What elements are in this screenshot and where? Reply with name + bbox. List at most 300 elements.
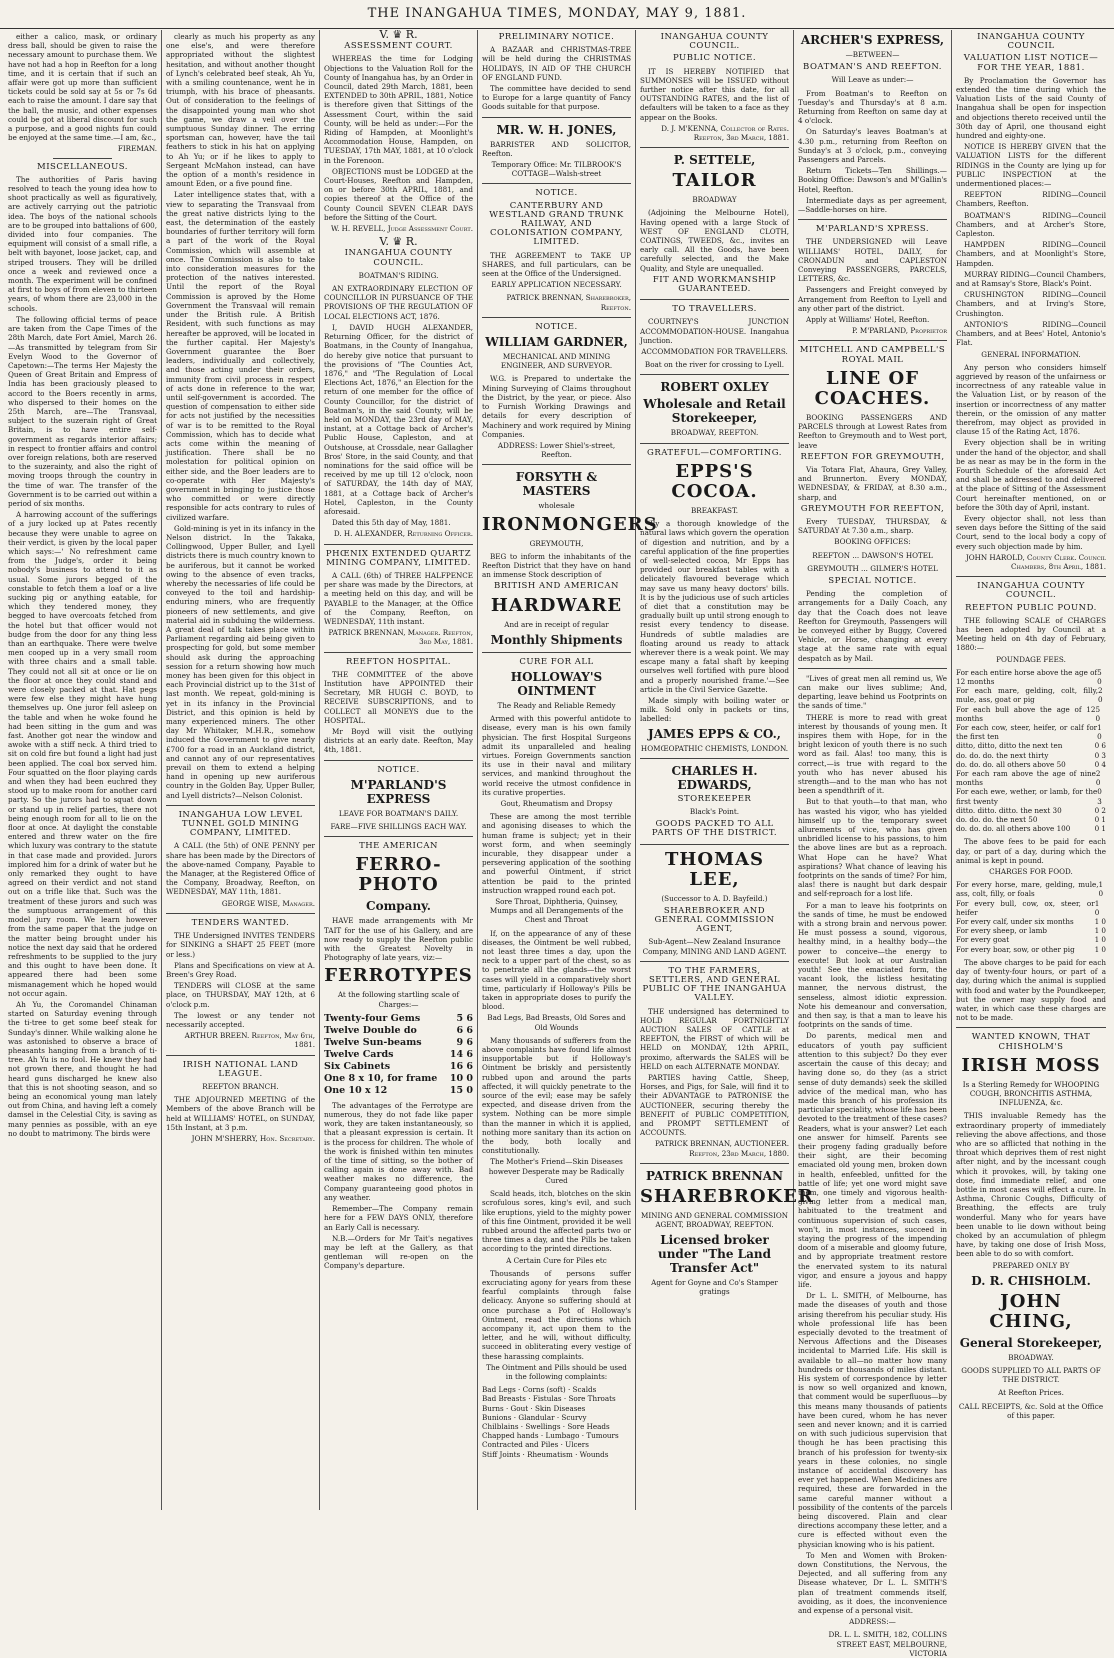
advert-heading: D. R. CHISHOLM.: [971, 1273, 1091, 1288]
price-label: One 10 x 12: [324, 1084, 388, 1096]
centered-line: Sore Throat, Diphtheria, Quinsey, Mumps and all Derangements of the Chest and Throat: [489, 897, 624, 925]
price-list: [956, 880, 1106, 954]
advert-heading: HOLLOWAY'S OINTMENT: [510, 669, 603, 698]
section-heading: STOREKEEPER: [677, 793, 752, 804]
section-heading: TENDERS WANTED.: [191, 917, 290, 928]
article-paragraph: The committee have decided to send to Europe for a large quantity of Fancy Goods suitable for that purpose.: [482, 84, 631, 112]
advert-heading: Company.: [366, 899, 431, 914]
section-heading: INANGAHUA COUNTY COUNCIL.: [344, 248, 453, 268]
display-headline: HARDWARE: [490, 594, 623, 616]
article-paragraph: A CALL (6th) of THREE HALFPENCE per share was made by the Directors, at a meeting held on this day, and will be PAYABLE to the Manager, at the Office of the Company, Reefton, on WEDNESDAY, 11th instant.: [324, 570, 473, 626]
price-value: 2 0: [1095, 769, 1101, 788]
list-item: [956, 945, 1106, 954]
article-paragraph: Return Tickets—Ten Shillings.—Booking Office: Dawson's and M'Gallin's Hotel, Reefton.: [798, 166, 947, 194]
article-paragraph: Every TUESDAY, THURSDAY, & SATURDAY At 7.30 a.m., sharp.: [798, 516, 947, 536]
signature-line: ARTHUR BREEN. Reefton, May 6th, 1881.: [184, 1031, 315, 1050]
article-paragraph: ANTONIO'S RIDING—Council Chambers, and at Bees' Hotel, Antonio's Flat.: [956, 319, 1106, 348]
price-label: For every sheep, or lamb: [956, 926, 1048, 936]
article-paragraph: Mr Boyd will visit the outlying districts at an early date. Reefton, May 4th, 1881.: [324, 727, 473, 755]
article-paragraph: On Saturday's leaves Boatman's at 4.30 p.m., returning from Reefton on Sunday's at 3 o'clock, p.m., conveying Passengers and Parcels.: [798, 127, 947, 165]
article-paragraph: NOTICE IS HEREBY GIVEN that the VALUATION LISTS for the different RIDINGS in the County are lying up for PUBLIC INSPECTION at the undermentioned places:—: [956, 142, 1106, 189]
centered-line: (Successor to A. D. Bayfeild.): [661, 893, 768, 903]
article-paragraph: But to that youth—to that man, who has wasted his vigor, who has yielded himself up to the temporary sweet allurements of vice, who has given unbridled license to his passions, to him the above lines are but as a reproach. What Hope can he have? What aspirations? What chance of leaving his footprints on the sands of time? For him, alas! there is naught but dark despair and self-reproach for a lost life.: [798, 797, 947, 899]
list-item: [956, 741, 1106, 750]
price-value: 10 0: [449, 1072, 473, 1084]
article-paragraph: THE undersigned has determined to HOLD REGULAR FORTNIGHTLY AUCTION SALES OF CATTLE at REEFTON, the FIRST of which will be HELD on MONDAY, 12th APRIL, proximo, afterwards the SALES will be HELD on each ALTERNATE MONDAY.: [640, 1006, 789, 1071]
article-paragraph: The advantages of the Ferrotype are numerous, they do not fade like paper work, they are taken instantaneously, so that a pleasant expression is certain. It is the process for children. The whole of the work is finished within ten minutes of the time of sitting, so the bother of calling again is done away with. Bad weather makes no difference, the Company guaranteeing good photos in any weather.: [324, 1100, 473, 1202]
section-heading: INANGAHUA COUNTY COUNCIL.: [977, 581, 1085, 601]
section-heading: ASSESSMENT COURT.: [344, 41, 453, 52]
section-heading: CANTERBURY AND WESTLAND GRAND TRUNK RAILWAY, AND COLONISATION COMPANY, LIMITED.: [489, 200, 624, 248]
list-item: [324, 1037, 473, 1049]
price-label: ditto. ditto. ditto. the next 30: [956, 805, 1062, 815]
divider-rule: [166, 913, 315, 914]
list-item: [956, 751, 1106, 760]
article-paragraph: If, on the appearance of any of these diseases, the Ointment be well rubbed, not least three times a day, upon the neck to a upper part of the chest, so as to penetrate all the glands—the worst cases will yield in a comparatively short time, particularly if Holloway's Pills be taken in appropriate doses to purify the blood.: [482, 928, 631, 1012]
divider-rule: [640, 758, 789, 759]
price-value: 0 3: [1097, 787, 1102, 806]
display-headline: TAILOR: [672, 170, 757, 192]
centered-line: The Mother's Friend—Skin Diseases however Desperate may be Radically Cured: [488, 1157, 625, 1185]
list-item: [324, 1085, 473, 1097]
article-paragraph: (Adjoining the Melbourne Hotel), Having opened with a large Stock of WEST OF ENGLAND CLOTH, COATINGS, TWEEDS, &c., invites an early call. All the Goods, have been carefully selected, and the Make Quality, and Style are unequalled.: [640, 208, 789, 273]
article-paragraph: The above fees to be paid for each day, or part of a day, during which the animal is kept in pound.: [956, 837, 1106, 865]
price-value: 5 0: [1095, 704, 1101, 723]
list-item: Chapped hands · Lumbago · Tumours: [482, 1431, 619, 1441]
signature-line: P. M'PARLAND, Proprietor: [851, 326, 947, 336]
signature-line: PATRICK BRENNAN, AUCTIONEER. Reefton, 23rd March, 1880.: [654, 1139, 789, 1158]
display-headline: IRISH MOSS: [961, 1054, 1101, 1076]
divider-rule: [324, 760, 473, 761]
section-heading: FIT AND WORKMANSHIP GUARANTEED.: [652, 274, 777, 295]
price-value: 1 0: [1094, 926, 1106, 936]
article-paragraph: Do parents, medical men and educators of youth pay sufficient attention to this subject? Do they ever ascertain the cause of this decay; and having done so, do they (as a strict sense of duty demands) seek the skilled advice of the medical man, who has made this branch of his profession its particular speciality, whose life has been devoted to the treatment of these cases? Readers, what is your answer? Let each one answer for himself. Parents see their progeny fading gradually before their sight, are their becoming emaciated old young men, broken down in health, enfeebled, unfitted for the battle of life; yet one word might save them, one timely and vigorous health-giving letter from a medical man, habituated to the treatment and continuous supervision of such cases, won't, in most instances, succeed in staying the progress of the impending doom of a miserable and gloomy future, and by appropriate treatment restore the enervated system to its natural vigor, and ensure a joyous and happy life.: [798, 1031, 947, 1289]
signature-line: D. H. ALEXANDER, Returning Officer.: [333, 529, 473, 539]
price-label: For each entire horse above the age of 12 months: [956, 667, 1098, 686]
section-heading: SHAREBROKER AND GENERAL COMMISSION AGENT,: [654, 905, 775, 935]
column-6: [794, 30, 952, 1658]
section-heading: PRELIMINARY NOTICE.: [498, 32, 615, 42]
price-label: For each ewe, wether, or lamb, for the first twenty: [956, 787, 1098, 806]
centered-line: REEFTON BRANCH.: [202, 1081, 279, 1091]
centered-line: And are in receipt of regular: [504, 619, 609, 629]
section-heading: INANGAHUA COUNTY COUNCIL: [977, 32, 1085, 52]
price-value: 0 1: [1094, 815, 1106, 825]
advert-heading: ARCHER'S EXPRESS,: [800, 33, 945, 47]
display-headline: JOHN CHING,: [989, 1290, 1073, 1332]
article-paragraph: AN EXTRAORDINARY ELECTION OF COUNCILLOR IN PURSUANCE OF THE PROVISIONS OF THE REGULATION OF LOCAL ELECTIONS ACT, 1876.: [324, 284, 473, 321]
signature-line: FIREMAN.: [117, 144, 157, 154]
divider-rule: [324, 544, 473, 545]
centered-line: Will Leave as under:—: [831, 75, 914, 85]
advert-heading: PATRICK BRENNAN: [646, 1168, 783, 1183]
section-heading: NOTICE.: [535, 188, 578, 199]
centered-line: ACCOMMODATION FOR TRAVELLERS.: [641, 347, 788, 357]
display-headline: SHAREBROKER: [640, 1185, 814, 1207]
section-heading: TO TRAVELLERS.: [672, 304, 757, 315]
price-label: do. do. do. all others above 100: [956, 824, 1071, 834]
article-paragraph: I, DAVID HUGH ALEXANDER, Returning Officer, for the district of Boatmans, in the County of Inangahua, do hereby give notice that pursuant to the provisions of "The Counties Act, 1876," and "The Regulation of Local Elections Act, 1876," an Election for the return of one member for the office of County Councillor, for the district of Boatman's, in the said County, will be held on MONDAY, the 23rd day of MAY, instant, at a Cottage back of Archer's Public House, Capleston, and at Outshouse, at Crossdale, near Gallagher Bros' Store, in the said County, and that nominations for the said office will be received by me up till 12 o'clock, noon of SATURDAY, the 14th day of MAY, 1881, at a Cottage back of Archer's Hotel, Capleston, in the County aforesaid.: [324, 322, 473, 516]
royal-crest: V. ♛ R.: [379, 28, 418, 41]
article-paragraph: Plans and Specifications on view at A. Breen's Grey Road.: [166, 960, 315, 979]
centered-line: Gout, Rheumatism and Dropsy: [500, 798, 613, 808]
centered-line: POUNDAGE FEES.: [996, 654, 1066, 664]
article-paragraph: Dr L. L. SMITH, of Melbourne, has made the diseases of youth and those arising therefrom his peculiar study. His whole professional life has been especially devoted to the treatment of Nervous Affections and the Diseases incidental to Married Life. His skill is available to all—no matter how many hundreds or thousands of miles distant. His system of correspondence by letter is now so well organized and known, that comment would be superfluous—by this means many thousands of patients have been cured, whom he has never seen and never known; and it is carried on with such judicious supervision that though he has been practising this branch of his profession for twenty-six years in these colonies, no single instance of accidental discovery has ever yet happened. When Medicines are required, these are forwarded in the same careful manner without a possibility of the contents of the parcels being discovered. Plain and clear directions accompany these letter, and a cure is effected without even the physician knowing who is his patient.: [798, 1291, 947, 1549]
list-item: Bad Legs · Corns (soft) · Scalds: [482, 1385, 597, 1395]
article-paragraph: BARRISTER AND SOLICITOR, Reefton.: [482, 139, 631, 158]
article-paragraph: BOOKING PASSENGERS AND PARCELS through at Lowest Rates from Reefton to Greymouth and to West port, leave: [798, 412, 947, 450]
price-value: 6 6: [456, 1024, 473, 1036]
centered-line: GREYMOUTH,: [529, 538, 584, 548]
list-item: [324, 1061, 473, 1073]
article-paragraph: Dated this 5th day of May, 1881.: [332, 518, 451, 528]
article-paragraph: TENDERS will CLOSE at the same place, on THURSDAY, MAY 12th, at 6 o'clock p.m.: [166, 981, 315, 1009]
section-heading: WANTED KNOWN, THAT CHISHOLM'S: [971, 1032, 1091, 1052]
centered-line: BOOKING OFFICES:: [834, 537, 911, 547]
royal-crest: V. ♛ R.: [379, 235, 418, 249]
article-paragraph: "Lives of great men all remind us, We can make our lives sublime; And, departing, leave behind us Footprints on the sands of time.": [798, 673, 947, 711]
centered-line: Sub-Agent—New Zealand Insurance Company, MINING AND LAND AGENT.: [642, 937, 787, 956]
centered-line: ADDRESS:—: [849, 1617, 896, 1627]
centered-line: BREAKFAST.: [691, 505, 738, 515]
advert-heading: FORSYTH & MASTERS: [515, 470, 598, 499]
display-headline: FERRO-PHOTO: [355, 854, 442, 896]
section-heading: BRITISH AND AMERICAN: [494, 581, 619, 592]
centered-line: A Certain Cure for Piles etc: [506, 1255, 607, 1265]
article-paragraph: REEFTON RIDING—Council Chambers, Reefton.: [956, 190, 1106, 209]
price-value: 1 0: [1094, 917, 1106, 927]
centered-line: PREPARED ONLY BY: [992, 1260, 1070, 1270]
list-item: [956, 880, 1106, 898]
list-item: Chilblains · Swellings · Sore Heads: [482, 1421, 610, 1431]
list-item: [956, 723, 1106, 741]
section-heading: MISCELLANEOUS.: [36, 161, 129, 172]
article-paragraph: 'By a thorough knowledge of the natural laws which govern the operation of digestion and nutrition, and by a careful application of the fine properties of well-selected cocoa, Mr Epps has provided our breakfast tables with a delicately flavoured beverage which may save us many heavy doctors' bills. It is by the judicious use of such articles of diet that a constitution may be gradually built up until strong enough to resist every tendency to disease. Hundreds of subtle maladies are floating around us ready to attack wherever there is a weak point. We may escape many a fatal shaft by keeping ourselves well fortified with pure blood and a properly nourished frame.'—See article in the Civil Service Gazette.: [640, 519, 789, 694]
centered-line: At the following startling scale of Charges:—: [337, 990, 460, 1009]
divider-rule: [956, 576, 1106, 577]
column-1: [4, 30, 162, 1510]
centered-line: The Ready and Reliable Remedy: [497, 700, 616, 710]
article-paragraph: CRUSHINGTON RIDING—Council Chambers, and at Irving's Store, Crushington.: [956, 290, 1106, 318]
signature-line: DR. L. L. SMITH, 182, COLLINS STREET EAST, MELBOURNE, VICTORIA: [828, 1630, 947, 1658]
centered-line: MECHANICAL AND MINING ENGINEER, AND SURVEYOR.: [500, 352, 613, 371]
price-list: [324, 1013, 473, 1097]
list-item: [956, 806, 1106, 815]
list-item: [956, 760, 1106, 769]
article-paragraph: OBJECTIONS must be LODGED at the Court-Houses, Reefton and Hampden, on or before 30th APRIL, 1881, and copies thereof at the Office of the County Council SEVEN CLEAR DAYS before the Sitting of the Court.: [324, 166, 473, 222]
article-paragraph: Intermediate days as per agreement,—Saddle-horses on hire.: [798, 195, 947, 215]
price-label: Twelve Cards: [324, 1048, 394, 1060]
price-label: For each bull above the age of 12 months: [956, 704, 1096, 723]
article-paragraph: A BAZAAR and CHRISTMAS-TREE will be held during the CHRISTMAS HOLIDAYS, IN AID OF THE CHURCH OF ENGLAND FUND.: [482, 45, 631, 82]
price-value: 1 0: [1094, 898, 1100, 917]
price-label: For every bull, cow, ox, steer, or heifer: [956, 898, 1095, 917]
list-item: [324, 1013, 473, 1025]
price-value: 0 3: [1094, 750, 1106, 760]
centered-line: —BETWEEN—: [845, 50, 900, 59]
price-label: For each mare, gelding, colt, filly, mule, ass, goat or pig: [956, 686, 1099, 705]
price-label: do. do. do. the next thirty: [956, 750, 1049, 760]
article-paragraph: THE ADJOURNED MEETING of the Members of the above Branch will be held at WILLIAMS' HOTEL, on SUNDAY, 15th Instant, at 3 p.m.: [166, 1095, 315, 1132]
section-heading: THE AMERICAN: [359, 841, 438, 852]
price-value: 16 6: [449, 1060, 473, 1072]
article-paragraph: BEG to inform the inhabitants of the Reefton District that they have on hand an immense Stock description of: [482, 551, 631, 580]
centered-line: REEFTON ... DAWSON'S HOTEL: [812, 550, 933, 560]
price-value: 2 0: [1098, 686, 1103, 705]
divider-rule: [640, 1163, 789, 1164]
centered-line: Boat on the river for crossing to Lyell.: [644, 360, 785, 370]
centered-line: BROADWAY: [692, 195, 737, 205]
price-label: ditto, ditto, ditto the next ten: [956, 741, 1063, 751]
article-paragraph: Via Totara Flat, Ahaura, Grey Valley, and Brunnerton. Every MONDAY, WEDNESDAY, & FRIDAY, at 8.30 a.m., sharp, and: [798, 464, 947, 502]
centered-line: EARLY APPLICATION NECESSARY.: [491, 280, 622, 290]
divider-rule: [956, 1027, 1106, 1028]
centered-line: Temporary Office: Mr. TILBROOK'S COTTAGE—Walsh-street: [491, 160, 622, 179]
centered-line: GENERAL INFORMATION.: [981, 349, 1081, 359]
article-paragraph: THERE is more to read with great interest by thousands of young men. It inspires them with Hope, for in the bright lexicon of youth there is no such word as fail. Alas! too many, this is correct,—is true with regard to the youth who has never abused his strength—and to the man who has not been a spendthrift of it.: [798, 712, 947, 796]
centered-line: Agent for Goyne and Co's Stamper gratings: [651, 1278, 778, 1297]
list-item: [956, 935, 1106, 944]
price-value: 0 6: [1094, 741, 1106, 751]
complaint-list: [482, 1385, 631, 1459]
list-item: [324, 1025, 473, 1037]
article-paragraph: A CALL (the 5th) of ONE PENNY per share has been made by the Directors of the above-named Company, Payable to the Manager, at the Registered Office of the Company, Broadway, Reefton, on WEDNESDAY, MAY 11th, 1881.: [166, 841, 315, 897]
article-paragraph: W.G. is Prepared to undertake the Mining Surveying of Claims throughout the District, by the year, or piece. Also to Furnish Working Drawings and details for every description of Machinery and work required by Mining Companies.: [482, 374, 631, 439]
price-value: 14 6: [449, 1048, 473, 1060]
article-paragraph: WHEREAS the time for Lodging Objections to the Valuation Roll for the County of Inangahua has, by an Order in Council, dated 29th March, 1881, been EXTENDED to 30th APRIL, 1881, Notice is therefore given that Sittings of the Assessment Court, within the said County, will be held as under:—For the Riding of Hampden, at Moonlight's Accommodation House, Hampden, on TUESDAY, 17th MAY, 1881, at 10 o'clock in the Forenoon.: [324, 54, 473, 165]
section-heading: CURE FOR ALL: [519, 656, 594, 667]
column-2: [162, 30, 320, 1510]
centered-line: FARE—FIVE SHILLINGS EACH WAY.: [330, 822, 467, 832]
price-label: Six Cabinets: [324, 1060, 391, 1072]
display-headline: FERROTYPES: [324, 965, 473, 987]
section-heading: REEFTON FOR GREYMOUTH,: [800, 451, 945, 462]
column-5: [636, 30, 814, 1510]
price-value: 1 0: [1094, 944, 1106, 954]
section-heading: INANGAHUA COUNTY COUNCIL.: [660, 32, 769, 52]
list-item: [956, 917, 1106, 926]
article-paragraph: Every objection shall be in writing under the hand of the objector, and shall be as near as may be in the form in the Fourth Schedule of the aforesaid Act and shall be addressed to and delivered at the place of Sitting of the Assessment Court hereinafter mentioned, on or before the 30th day of April, instant.: [956, 438, 1106, 512]
price-value: 5 6: [456, 1012, 473, 1024]
divider-rule: [482, 117, 631, 118]
article-paragraph: THE COMMITTEE of the above Institution have APPOINTED their Secretary, MR HUGH C. BOYD, to RECEIVE SUBSCRIPTIONS, and to COLLECT all MONEYS due to the HOSPITAL.: [324, 669, 473, 725]
centered-line: At Reefton Prices.: [998, 1388, 1064, 1398]
divider-rule: [482, 464, 631, 465]
signature-line: JOHN HAROLD, County Clerk. Council Chambers, 8th April, 1881.: [965, 552, 1106, 571]
price-value: 1 0: [1094, 935, 1106, 945]
section-heading: GRATEFUL—COMFORTING.: [647, 447, 782, 458]
signature-line: JOHN M'SHERRY, Hon. Secretary.: [191, 1133, 315, 1143]
article-paragraph: Remember—The Company remain here for a FEW DAYS ONLY, therefore an Early Call is necessary.: [324, 1204, 473, 1232]
divider-rule: [798, 668, 947, 669]
divider-rule: [640, 443, 789, 444]
price-value: 9 6: [456, 1036, 473, 1048]
article-paragraph: These are among the most terrible and agonising diseases to which the human frame is subject; yet in their worst form, and when seemingly incurable, they disappear under a persevering application of the soothing and powerful Ointment, if strict attention be paid to the printed instruction wrapped round each pot.: [482, 812, 631, 895]
article-paragraph: HAVE made arrangements with Mr TAIT for the use of his Gallery, and are now ready to supply the Reefton public with the Greatest Novelty in Photography of late years, viz:—: [324, 916, 473, 963]
article-paragraph: clearly as much his property as any one else's, and were therefore appropriated without the slightest hesitation, and without another thought of Lynch's celebrated beef steak, Ah Yu, with a smiling countenance, went he in triumph, with his brace of pheasants. Out of consideration to the feelings of the disappointed young man who shot the game, we draw a veil over the sumptuous Sunday dinner. The erring sportsman can, however, have the tail feathers to stick in his hat on applying to Ah Yu; or if he likes to apply to Sergeant McMahon instead, can have the option of a month's residence in amount Eden, or a five pound fine.: [166, 32, 315, 189]
price-label: do. do. do. all others above 50: [956, 759, 1066, 769]
article-paragraph: The lowest or any tender not necessarily accepted.: [166, 1010, 315, 1029]
article-paragraph: HAMPDEN RIDING—Council Chambers, and at Moonlight's Store, Hampden.: [956, 240, 1106, 268]
advert-heading: MR. W. H. JONES,: [496, 122, 617, 137]
section-heading: MITCHELL AND CAMPBELL'S ROYAL MAIL: [799, 345, 946, 365]
article-paragraph: IT IS HEREBY NOTIFIED that SUMMONSES will be ISSUED without further notice after this date, for all OUTSTANDING RATES, and the list of defaulters will be taken to a face as they appear on the Books.: [640, 66, 789, 122]
article-paragraph: THE UNDERSIGNED will Leave WILLIAMS' HOTEL, DAILY, for CRONADUN and CAPLESTON Conveying PASSENGERS, PARCELS, LETTERS, &c.: [798, 237, 947, 284]
divider-rule: [53, 158, 113, 159]
advert-heading: P. SETTELE,: [673, 153, 756, 168]
article-paragraph: Many thousands of sufferers from the above complaints have found life almost insupportable but if Holloway's Ointment be briskly and persistently rubbed upon and around the parts affected, it will quickly penetrate to the source of the evil; ease may be safely expected, and disease driven from the system. Nothing can be more simple than the manner in which it is applied, nothing more sanitary than its action on the body, both locally and constitutionally.: [482, 1035, 631, 1156]
column-4: [478, 30, 658, 1510]
divider-rule: [798, 340, 947, 341]
list-item: Bad Breasts · Fistulas · Sore Throats: [482, 1394, 616, 1404]
display-headline: LINE OF COACHES.: [814, 367, 931, 409]
divider-rule: [482, 652, 631, 653]
list-item: [956, 769, 1106, 787]
list-item: Burns · Gout · Skin Diseases: [482, 1403, 586, 1413]
section-heading: M'PARLAND'S XPRESS.: [815, 224, 930, 235]
advert-heading: Licensed broker under "The Land Transfer Act": [657, 1233, 772, 1276]
section-heading: GOODS PACKED TO ALL PARTS OF THE DISTRICT.: [651, 819, 778, 839]
price-label: For every goat: [956, 935, 1010, 945]
article-paragraph: The above charges to be paid for each day of twenty-four hours, or part of a day, during which the animal is supplied with food and water by the Poundkeeper, but the owner may supply food and water, in which case these charges are not to be made.: [956, 957, 1106, 1023]
article-paragraph: THE Undersigned INVITES TENDERS for SINKING a SHAFT 25 FEET (more or less.): [166, 931, 315, 959]
centered-line: Is a Sterling Remedy for WHOOPING COUGH, BRONCHITIS ASTHMA, INFLUENZA, &c.: [962, 1079, 1100, 1108]
section-heading: SPECIAL NOTICE.: [828, 575, 917, 586]
list-item: [956, 899, 1106, 917]
divider-rule: [640, 844, 789, 845]
article-paragraph: Ah Yu, the Coromandel Chinaman started on Saturday evening through the ti-tree to get some beef steak for Sunday's dinner. While walking alone he was astonished to observe a brace of pheasants hanging from a branch of ti-tree. Ah Yu is no fool. He knew they had not grown there, and thought he had heard guns discharged he knew also that this is not shooting season, and so being an economical young man lately out from China, and having left a comely damsel in the Celestial City, is saving as many pennies as possible, with an eye no doubt to matrimony. The birds were: [8, 999, 157, 1138]
price-label: Twelve Double do: [324, 1024, 417, 1036]
section-heading: REEFTON HOSPITAL.: [346, 656, 451, 667]
advert-heading: General Storekeeper,: [959, 1335, 1103, 1350]
article-paragraph: By Proclamation the Governor has extended the time during which the Valuation Lists of the said County of Inangahua shall be open for inspection and objections thereto received until the 30th day of April, one thousand eight hundred and eighty-one.: [956, 75, 1106, 141]
divider-rule: [640, 299, 789, 300]
price-label: For each ram above the age of nine months: [956, 769, 1096, 788]
centered-line: HOMŒOPATHIC CHEMISTS, LONDON.: [640, 743, 789, 753]
divider-rule: [640, 374, 789, 375]
price-label: For every boar, sow, or other pig: [956, 944, 1075, 954]
article-paragraph: The following official terms of peace are taken from the Cape Times of the 28th March, date Fort Amiel, March 26.—As transmitted by telegram from Sir Evelyn Wood to the Governor of Capetown:—The terms Her Majesty the Queen of Great Britain and Empress of India has been graciously pleased to accord to the Boers recently in arms, who dispersed to their homes on the 25th March, are—The Transvaal, subject to the suzerain right of Great Britain, is to have entire self-government as regards interior affairs; in respect to frontier affairs and control over foreign relations, both are reserved to the suzerainty, and also the right of moving troops through the country in the time of war. The transfer of the Government is to be carried out within a period of six months.: [8, 314, 157, 508]
display-headline: EPPS'S COCOA.: [671, 460, 758, 502]
article-paragraph: Apply at Williams' Hotel, Reefton.: [806, 315, 930, 325]
section-heading: INANGAHUA LOW LEVEL TUNNEL GOLD MINING COMPANY, LIMITED.: [178, 809, 303, 839]
signature-line: PATRICK BRENNAN, Manager. Reefton, 3rd May, 1881.: [328, 628, 473, 647]
price-value: 0 2: [1094, 805, 1106, 815]
article-paragraph: THE AGREEMENT to TAKE UP SHARES, and full particulars, can be seen at the Office of the Undersigned.: [482, 250, 631, 279]
advert-heading: CHARLES H. EDWARDS,: [671, 763, 758, 792]
article-paragraph: Gold-mining is yet in its infancy in the Nelson district. In the Takaka, Collingwood, Upper Buller, and Lyell districts there is much country known to be auriferous, but it cannot be worked owing to the absence of even tracks, whereby the necessaries of life could be conveyed to the toil and hardship-enduring miners, who are frequently pioneers of new settlements, and give material aid in subduing the wilderness. A great deal of talk takes place within Parliament regarding aid being given to prospecting for gold, but some member should ask during the approaching session for a return showing how much money has been given for this object in each Provincial district up to the 31st of last month. We repeat, gold-mining is yet in its infancy in the Provincial District, and this opinion is held by many experienced miners. The other day Mr Whitaker, M.H.R., somehow induced the Government to give nearly £700 for a road in an Auckland district, and cannot any of our representatives prevail on them to extend a helping hand in opening up new auriferous country in the Golden Bay, Upper Buller, and Lyell districts?—Nelson Colonist.: [166, 523, 315, 800]
divider-rule: [166, 1055, 315, 1056]
list-item: [956, 815, 1106, 824]
section-heading: NOTICE.: [535, 321, 578, 332]
article-paragraph: BOATMAN'S RIDING—Council Chambers, and at Archer's Store, Capleston.: [956, 210, 1106, 239]
divider-rule: [324, 652, 473, 653]
column-3: [320, 30, 478, 1510]
advert-heading: WILLIAM GARDNER,: [485, 335, 628, 350]
centered-line: wholesale: [538, 501, 575, 511]
article-paragraph: either a calico, mask, or ordinary dress ball, should be given to raise the necessary amount to purchase them. We have not had a hop in Reefton for a long time, and it is certain that if such an affair were got up more than sufficient tickets could be sold say at 5s or 7s 6d each to raise the amount. I dare say that the ball, the music, and other expenses could be got at liberal discount for such a purpose, and a good nights fun could be enjoyed at the same time.—I am, &c.,: [8, 32, 157, 143]
price-label: One 8 x 10, for frame: [324, 1072, 438, 1084]
list-item: [956, 705, 1106, 723]
divider-rule: [640, 961, 789, 962]
article-paragraph: COURTNEY'S JUNCTION ACCOMMODATION-HOUSE. Inangahua Junction.: [640, 317, 789, 345]
centered-line: Bad Legs, Bad Breasts, Old Sores and Old Wounds: [487, 1013, 626, 1032]
article-paragraph: Scald heads, itch, blotches on the skin scrofulous sores, king's evil, and such like eruptions, yield to the mighty power of this fine Ointment, provided it be well rubbed around the affected parts two or three times a day, and the Pills be taken according to the printed directions.: [482, 1189, 631, 1254]
price-value: 1 0: [1097, 723, 1102, 742]
price-value: 0 4: [1094, 759, 1106, 769]
article-paragraph: Armed with this powerful antidote to disease, every man is his own family physician. The first Hospital Surgeons admit its unparalleled and healing virtues. Foreign Governments sanction its use in their naval and military services, and mankind throughout the world receive the utmost confidence in its curative properties.: [482, 714, 631, 797]
article-paragraph: Pending the completion of arrangements for a Daily Coach, any day that the Coach does not leave Reefton for Greymouth, Passengers will be conveyed either by Buggy, Covered Vehicle, or Horse, changing at every stage at the same rate with equal despatch as by Mail.: [798, 589, 947, 663]
centered-line: GREYMOUTH ... GILMER'S HOTEL: [807, 563, 938, 573]
centered-line: CALL RECEIPTS, &c. Sold at the Office of this paper.: [958, 1401, 1104, 1420]
list-item: [956, 668, 1106, 686]
list-item: Bunions · Glandular · Scurvy: [482, 1412, 587, 1422]
centered-line: The Ointment and Pills should be used in the following complaints:: [486, 1362, 627, 1381]
divider-rule: [482, 183, 631, 184]
list-item: [956, 686, 1106, 704]
centered-line: BROADWAY, REEFTON.: [670, 428, 759, 438]
article-paragraph: MURRAY RIDING—Council Chambers, and at Ramsay's Store, Black's Point.: [956, 269, 1106, 289]
divider-rule: [324, 836, 473, 837]
centered-line: Black's Point.: [689, 806, 740, 816]
centered-line: CHARGES FOR FOOD.: [989, 867, 1073, 877]
section-heading: REEFTON PUBLIC POUND.: [965, 602, 1097, 613]
price-label: For every calf, under six months: [956, 917, 1074, 927]
list-item: [956, 824, 1106, 833]
article-paragraph: The authorities of Paris having resolved to teach the young idea how to shoot practically as well as figuratively, are actively carrying out the patriotic idea. The boys of the national schools are to be grouped into battalions of 600, divided into four companies. The equipment will consist of a small rifle, a belt with bayonet, loose jacket, cap, and striped trousers. They will be drilled once a week and reviewed once a month. The experiment will be confined at first to boys of from eleven to thirteen years, of whom there are 23,000 in the schools.: [8, 174, 157, 313]
article-paragraph: Every objector shall, not less than seven days before the Sitting of the said Court, send to the local body a copy of every such objection made by him.: [956, 513, 1106, 551]
signature-line: GEORGE WISE, Manager.: [221, 898, 315, 908]
article-paragraph: Passengers and Freight conveyed by Arrangement from Reefton to Lyell and any other part of the district.: [798, 285, 947, 313]
article-paragraph: PARTIES having Cattle, Sheep, Horses, and Pigs, for Sale, will find it to their ADVANTAGE to PATRONISE the AUCTIONEER, securing thereby the BENEFIT of PUBLIC COMPETITION, and PROMPT SETTLEMENT of ACCOUNTS.: [640, 1073, 789, 1138]
price-value: 15 0: [449, 1084, 473, 1096]
advert-heading: JAMES EPPS & CO.,: [648, 726, 781, 741]
price-label: For every horse, mare, gelding, mule, ass, colt, filly, or foals: [956, 880, 1099, 899]
signature-line: PATRICK BRENNAN, Sharebroker, Reefton.: [506, 293, 631, 312]
section-heading: GREYMOUTH FOR REEFTON,: [800, 503, 945, 514]
column-7: [952, 30, 1110, 1510]
price-value: 1 0: [1098, 880, 1104, 899]
article-paragraph: THE following SCALE of CHARGES has been adopted by Council at a Meeting held on 4th day of February, 1880:—: [956, 615, 1106, 653]
article-paragraph: Thousands of persons suffer excruciating agony for years from these fearful complaints through false delicacy. Anyone so suffering should at once purchase a Pot of Holloway's Ointment, read the directions which accompany it, act upon them to the letter, and he will, without difficulty, succeed in obliterating every vestige of these harassing complaints.: [482, 1268, 631, 1361]
price-value: 0 1: [1094, 824, 1106, 834]
price-label: Twenty-four Gems: [324, 1012, 421, 1024]
divider-rule: [482, 317, 631, 318]
advert-heading: M'PARLAND'S EXPRESS: [350, 777, 447, 806]
section-heading: VALUATION LIST NOTICE—FOR THE YEAR, 1881.: [963, 53, 1099, 73]
centered-line: MINING AND GENERAL COMMISSION AGENT, BROADWAY, REEFTON.: [640, 1210, 789, 1230]
article-paragraph: To Men and Women with Broken-down Constitutions, the Nervous, the Dejected, and all suffering from any Disease whatever, Dr L. L. SMITH'S plan of treatment commends itself, avoiding, as it does, the inconvenience and expense of a personal visit.: [798, 1550, 947, 1616]
list-item: [324, 1073, 473, 1085]
signature-line: W. H. REVELL, Judge Assessment Court.: [330, 224, 473, 234]
article-paragraph: Made simply with boiling water or milk. Sold only in packets or tins, labelled:: [640, 695, 789, 724]
list-item: Stiff Joints · Rheumatism · Wounds: [482, 1449, 609, 1459]
article-paragraph: From Boatman's to Reefton on Tuesday's and Thursday's at 8 a.m. Returning from Reefton on same day at 4 o'clock.: [798, 88, 947, 126]
divider-rule: [640, 147, 789, 148]
signature-line: D. J. M'KENNA, Collector of Rates. Reefton, 3rd March, 1881.: [661, 123, 789, 143]
article-paragraph: Later intelligence states that, with a view to separating the Transvaal from the great native districts lying to the east, the determination of the eastely boundaries of further territory will form a part of the work of the Royal Commission, which will assemble at once. The Commission is also to take into consideration measures for the protection of the natives interested. Until the report of the Royal Commission is aproved by the Home Government the Transvaal will remain under the British rule. A British Resident, with such functions as may hereafter be approved, will be located in the further capital. Her Majesty's Government guarantee the Boer leaders, individually and collectively, and those acting under their orders, immunity from civil process in respect of acts done in reference to the war, until self-government is accorded. The question of compensation to either side for acts not justified by the necessities of war is to be remitted to the Royal Commission, which has to decide what acts come within the meaning of justification. There shall be no molestation for political opinion on either side, and the Boer leaders are to co-operate with Her Majesty's government in bringing to justice those who committed or were directly responsible for acts contrary to rules of civilized warfare.: [166, 190, 315, 522]
price-label: For each cow, steer, heifer, or calf for the first ten: [956, 723, 1098, 742]
article-paragraph: Any person who considers himself aggrieved by reason of the unfairness or incorrectness of any rateable value in the Valuation List, or by reason of the insertion or incorrectness of any matter therein, or the omission of any matter therefrom, may object as provided in clause 15 of the Rating Act, 1876.: [956, 362, 1106, 437]
centered-line: BOATMAN'S RIDING.: [358, 270, 439, 280]
section-heading: BOATMAN'S AND REEFTON.: [803, 62, 942, 73]
article-paragraph: For a man to leave his footprints on the sands of time, he must be endowed with a strong brain and nervous power. He must possess a sound, vigorous, healthy mind, in a healthy body—the power to conceive—the energy to execute! But look at our Australian youth! See the emaciated form, the vacant look, the listless hesitating manner, the nervous distrust, the senseless, almost idiotic expression. Note his demeanour and conversation, and then say, is that a man to leave his footprints on the sands of time.: [798, 900, 947, 1030]
price-label: do. do. do. the next 50: [956, 815, 1038, 825]
price-list: [956, 668, 1106, 834]
display-headline: IRONMONGERS: [482, 513, 658, 535]
section-heading: TO THE FARMERS, SETTLERS, AND GENERAL PUBLIC OF THE INANGAHUA VALLEY.: [642, 965, 787, 1004]
list-item: [956, 926, 1106, 935]
